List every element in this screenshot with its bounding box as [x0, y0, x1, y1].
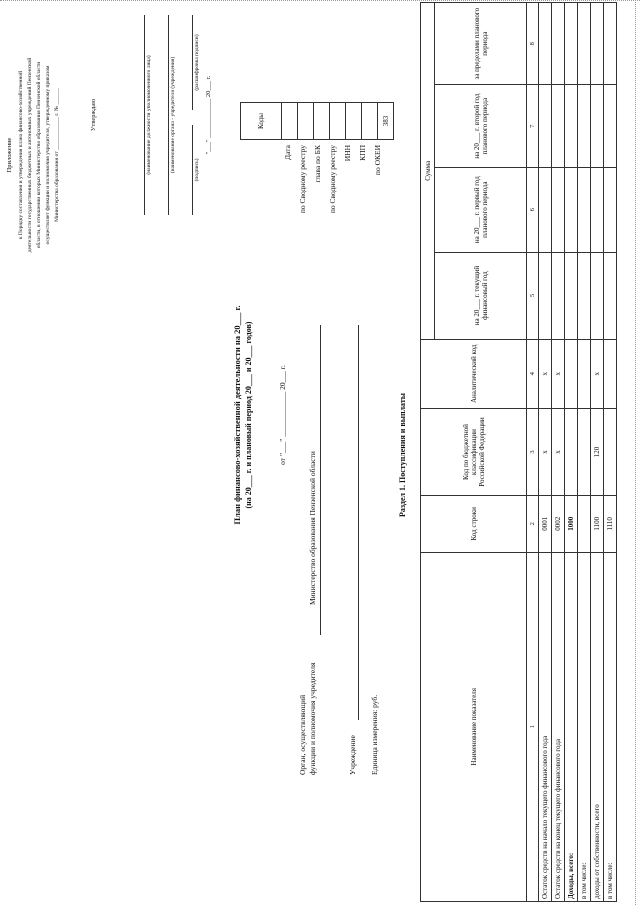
row-sum-beyond[interactable]	[552, 3, 565, 85]
approval-line	[144, 15, 145, 215]
approval-date: "___" ____________ 20___ г.	[205, 75, 212, 155]
row-sum-second[interactable]	[591, 85, 604, 167]
row-sum-current[interactable]	[591, 252, 604, 339]
row-analytic	[578, 339, 591, 408]
appendix-line: Министерства образования от ____________ г. № ______	[54, 88, 60, 222]
row-sum-beyond[interactable]	[604, 3, 617, 85]
col-number: 5	[527, 252, 539, 339]
row-sum-current[interactable]	[565, 252, 578, 339]
row-sum-first[interactable]	[552, 167, 565, 252]
table-row	[591, 3, 604, 902]
row-sum-first[interactable]	[604, 167, 617, 252]
row-name: в том числе:	[604, 552, 617, 901]
row-sum-first[interactable]	[565, 167, 578, 252]
signature-line	[192, 125, 193, 215]
institution-label: Учреждение	[348, 735, 357, 775]
organ-underline	[320, 325, 321, 635]
row-bk-code	[578, 409, 591, 496]
col-number: 8	[527, 3, 539, 85]
decode-line	[192, 15, 193, 110]
row-bk-code	[604, 409, 617, 496]
table-row	[604, 3, 617, 902]
codes-label-date: Дата	[283, 145, 292, 160]
row-sum-second[interactable]	[578, 85, 591, 167]
col-header-name: Наименование показателя	[421, 552, 527, 901]
decode-caption: (расшифровка подписи)	[194, 34, 200, 91]
approval-title: Утверждаю	[90, 98, 97, 132]
row-code: 0001	[539, 496, 552, 552]
col-header-second-year: на 20___ г. второй год планового периода	[435, 85, 527, 167]
organ-label: Орган, осуществляющий	[298, 694, 307, 775]
col-number: 2	[527, 496, 539, 552]
col-header-sum: Сумма	[421, 3, 435, 340]
row-sum-second[interactable]	[552, 85, 565, 167]
row-sum-first[interactable]	[578, 167, 591, 252]
row-name: Остаток средств на начало текущего финансового года	[539, 552, 552, 901]
approval-caption: (наименование должности уполномоченного лица)	[146, 55, 152, 175]
row-analytic	[565, 339, 578, 408]
codes-header: Коды	[241, 103, 282, 140]
code-cell-registry2[interactable]	[330, 103, 346, 140]
plan-date: от "___" ____________ 20___ г.	[278, 365, 287, 465]
row-sum-current[interactable]	[539, 252, 552, 339]
col-header-current-year: на 20___ г. текущий финансовый год	[435, 252, 527, 339]
col-number: 4	[527, 339, 539, 408]
organ-label: функции и полномочия учредителя	[308, 662, 317, 775]
appendix-line: к Порядку составления и утверждения плана финансово-хозяйственной	[18, 70, 24, 240]
codes-label-bk-head: глава по БК	[313, 145, 322, 183]
appendix-title: Приложение	[6, 137, 13, 173]
plan-subtitle: (на 20___ г. и плановый период 20___ и 20___ годов)	[244, 321, 253, 509]
row-name: в том числе:	[578, 552, 591, 901]
row-sum-beyond[interactable]	[578, 3, 591, 85]
codes-label-registry: по Сводному реестру	[298, 145, 307, 214]
row-sum-current[interactable]	[552, 252, 565, 339]
row-sum-second[interactable]	[539, 85, 552, 167]
code-cell-inn[interactable]	[346, 103, 362, 140]
col-header-beyond: за пределами планового периода	[435, 3, 527, 85]
col-header-code: Код строки	[421, 496, 527, 552]
row-analytic	[604, 339, 617, 408]
codes-label-inn: ИНН	[343, 145, 352, 162]
row-name: доходы от собственности, всего	[591, 552, 604, 901]
organ-value: Министерство образования Пензенской области	[308, 451, 317, 605]
col-number: 3	[527, 409, 539, 496]
col-header-bk: Код по бюджетной классификации Российской Федерации	[421, 409, 527, 496]
appendix-line: деятельности государственных бюджетных и автономных учреждений Пензенской	[27, 57, 33, 253]
unit-label: Единица измерения: руб.	[370, 694, 379, 775]
row-sum-first[interactable]	[539, 167, 552, 252]
code-cell-kpp[interactable]	[362, 103, 378, 140]
table-row	[578, 3, 591, 902]
table-row	[552, 3, 565, 902]
income-expense-table	[420, 2, 617, 902]
row-sum-beyond[interactable]	[539, 3, 552, 85]
col-number: 1	[527, 552, 539, 901]
row-bk-code	[565, 409, 578, 496]
row-bk-code: 120	[591, 409, 604, 496]
approval-caption: (наименование органа - учредителя (учреждения)	[170, 56, 176, 174]
row-analytic: x	[552, 339, 565, 408]
institution-underline[interactable]	[358, 325, 359, 720]
code-cell-registry[interactable]	[298, 103, 314, 140]
row-sum-beyond[interactable]	[591, 3, 604, 85]
row-code: 1000	[565, 496, 578, 552]
row-name: Остаток средств на конец текущего финансового года	[552, 552, 565, 901]
row-sum-first[interactable]	[591, 167, 604, 252]
row-bk-code: x	[539, 409, 552, 496]
row-sum-current[interactable]	[604, 252, 617, 339]
row-code	[578, 496, 591, 552]
codes-label-kpp: КПП	[358, 145, 367, 161]
row-sum-second[interactable]	[565, 85, 578, 167]
code-cell-bk-head[interactable]	[314, 103, 330, 140]
row-sum-current[interactable]	[578, 252, 591, 339]
signature-caption: (подпись)	[194, 158, 200, 182]
appendix-line: области, в отношении которых Министерство образования Пензенской области	[36, 61, 42, 249]
row-sum-second[interactable]	[604, 85, 617, 167]
row-bk-code: x	[552, 409, 565, 496]
code-cell-okei[interactable]: 383	[378, 103, 394, 140]
col-header-analytic: Аналитический код	[421, 339, 527, 408]
code-cell-date[interactable]	[282, 103, 298, 140]
appendix-line: осуществляет функции и полномочия учредителя, утвержденному приказом	[45, 65, 51, 245]
row-analytic: x	[591, 339, 604, 408]
plan-title: План финансово-хозяйственной деятельности на 20___ г.	[232, 305, 242, 525]
section-title: Раздел 1. Поступления и выплаты	[398, 392, 407, 518]
codes-label-registry2: по Сводному реестру	[328, 145, 337, 214]
row-code: 0002	[552, 496, 565, 552]
col-number: 6	[527, 167, 539, 252]
codes-table	[240, 102, 394, 140]
row-sum-beyond[interactable]	[565, 3, 578, 85]
table-row	[565, 3, 578, 902]
col-number: 7	[527, 85, 539, 167]
approval-line	[168, 15, 169, 215]
codes-label-okei: по ОКЕИ	[373, 145, 382, 176]
col-header-first-year: на 20___ г. первый год планового периода	[435, 167, 527, 252]
table-row	[539, 3, 552, 902]
row-code: 1100	[591, 496, 604, 552]
row-name: Доходы, всего:	[565, 552, 578, 901]
row-code: 1110	[604, 496, 617, 552]
row-analytic: x	[539, 339, 552, 408]
